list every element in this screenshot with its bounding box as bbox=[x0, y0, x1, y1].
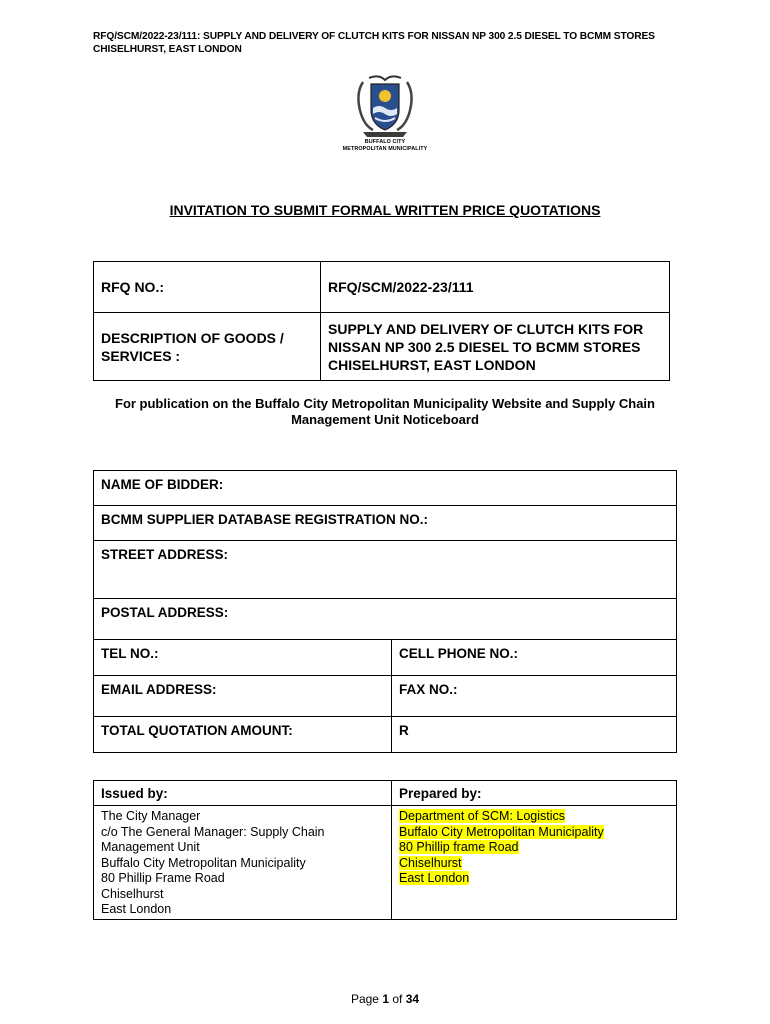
prepared-by-address bbox=[392, 806, 677, 920]
prepared-line: East London bbox=[399, 871, 470, 885]
page-current: 1 bbox=[382, 992, 389, 1006]
coat-of-arms-icon bbox=[349, 74, 421, 138]
issued-line: c/o The General Manager: Supply Chain bbox=[101, 824, 325, 839]
logo-name-line2: METROPOLITAN MUNICIPALITY bbox=[342, 146, 428, 152]
municipality-logo bbox=[340, 74, 430, 152]
page-word: Page bbox=[350, 992, 379, 1006]
postal-address-field[interactable]: POSTAL ADDRESS: bbox=[94, 599, 677, 640]
bidder-name-field[interactable]: NAME OF BIDDER: bbox=[94, 471, 677, 506]
issued-line: Management Unit bbox=[101, 840, 200, 854]
prepared-line: Buffalo City Metropolitan Municipality bbox=[399, 824, 604, 839]
prepared-line: 80 Phillip frame Road bbox=[399, 840, 519, 854]
bidder-details-form bbox=[93, 470, 677, 753]
street-address-field[interactable]: STREET ADDRESS: bbox=[94, 541, 677, 599]
tel-number-field[interactable]: TEL NO.: bbox=[94, 640, 392, 676]
logo-name-line1: BUFFALO CITY bbox=[364, 139, 406, 145]
issued-by-heading: Issued by: bbox=[94, 781, 392, 806]
issued-line: Chiselhurst bbox=[101, 886, 164, 901]
page-title: INVITATION TO SUBMIT FORMAL WRITTEN PRICE QUOTATIONS bbox=[169, 202, 601, 218]
issued-line: Buffalo City Metropolitan Municipality bbox=[101, 855, 306, 870]
total-quotation-amount-field[interactable]: R bbox=[392, 717, 677, 753]
document-reference-header: RFQ/SCM/2022-23/111: SUPPLY AND DELIVERY OF CLUTCH KITS FOR NISSAN NP 300 2.5 DIESEL TO BCMM STORES CHISELHURST, EAST LONDON bbox=[93, 31, 655, 55]
prepared-by-heading: Prepared by: bbox=[392, 781, 677, 806]
issued-by-address bbox=[94, 806, 392, 920]
cell-phone-field[interactable]: CELL PHONE NO.: bbox=[392, 640, 677, 676]
description-label: DESCRIPTION OF GOODS / SERVICES : bbox=[94, 313, 321, 381]
issued-line: 80 Phillip Frame Road bbox=[101, 871, 225, 885]
issued-line: East London bbox=[101, 902, 172, 916]
rfq-number-value: RFQ/SCM/2022-23/111 bbox=[321, 262, 670, 313]
description-value: SUPPLY AND DELIVERY OF CLUTCH KITS FOR NISSAN NP 300 2.5 DIESEL TO BCMM STORES CHISELHURST, EAST LONDON bbox=[321, 313, 670, 381]
publication-note: For publication on the Buffalo City Metropolitan Municipality Website and Supply Chain Management Unit Noticeboard bbox=[115, 396, 655, 427]
issued-line: The City Manager bbox=[101, 809, 201, 823]
email-address-field[interactable]: EMAIL ADDRESS: bbox=[94, 676, 392, 717]
page-total: 34 bbox=[405, 992, 420, 1006]
prepared-line: Department of SCM: Logistics bbox=[399, 809, 566, 823]
total-quotation-label: TOTAL QUOTATION AMOUNT: bbox=[94, 717, 392, 753]
page-of-word: of bbox=[392, 992, 403, 1006]
page-number-footer bbox=[0, 992, 770, 1006]
prepared-line: Chiselhurst bbox=[399, 855, 462, 870]
rfq-details-table bbox=[93, 261, 670, 381]
registration-number-field[interactable]: BCMM SUPPLIER DATABASE REGISTRATION NO.: bbox=[94, 506, 677, 541]
rfq-number-label: RFQ NO.: bbox=[94, 262, 321, 313]
fax-number-field[interactable]: FAX NO.: bbox=[392, 676, 677, 717]
issued-prepared-table bbox=[93, 780, 677, 920]
